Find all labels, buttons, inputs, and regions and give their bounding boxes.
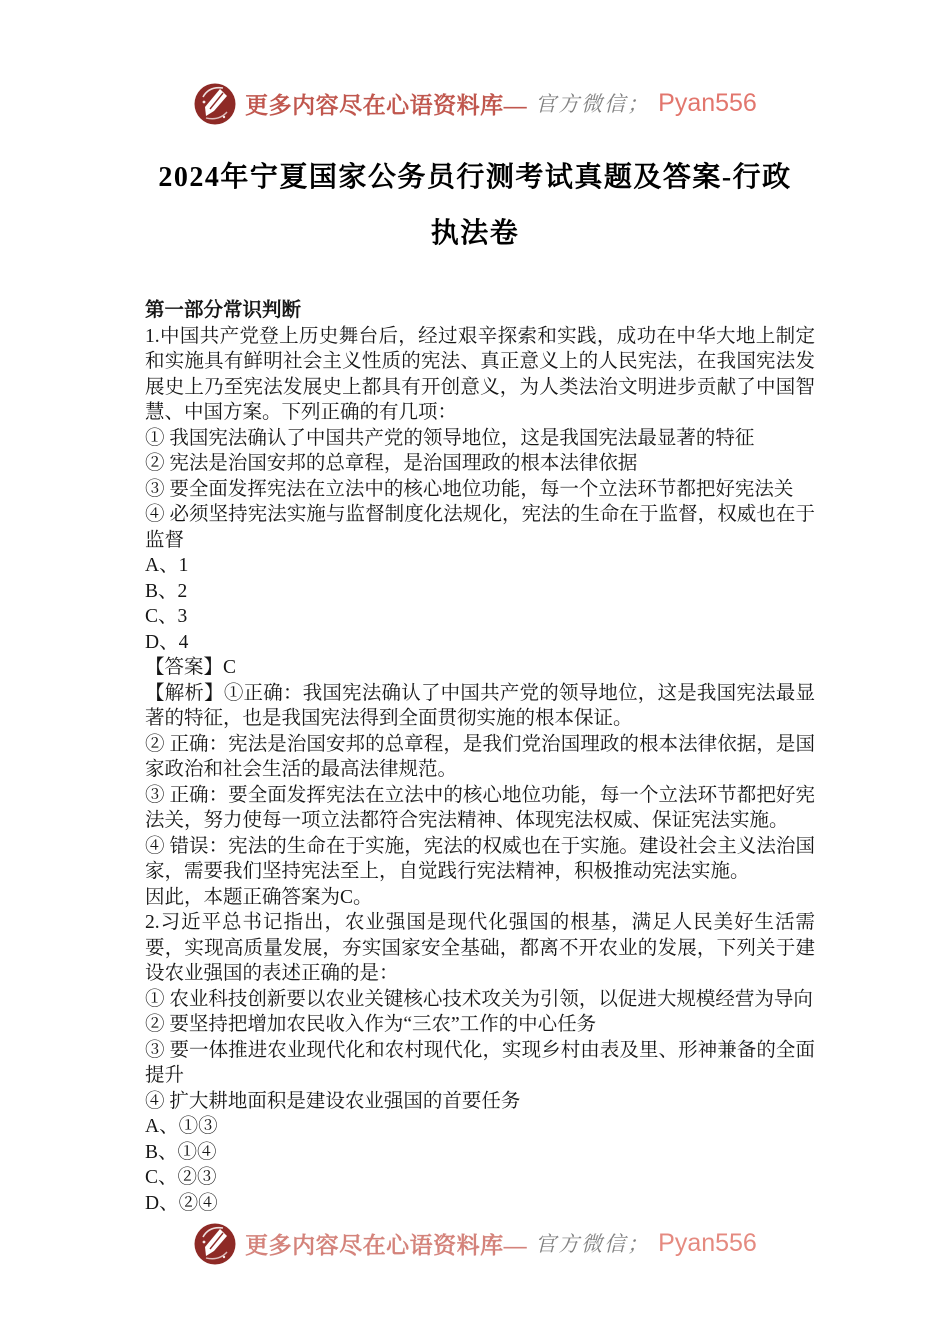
q1-item-3: ③ 要全面发挥宪法在立法中的核心地位功能，每一个立法环节都把好宪法关 <box>145 478 794 500</box>
watermark-brand-text: 更多内容尽在心语资料库— <box>245 92 528 118</box>
watermark-wechat-label: 官方微信； <box>535 1232 651 1256</box>
q1-item-4: ④ 必须坚持宪法实施与监督制度化法规化，宪法的生命在于监督，权威也在于监督 <box>145 504 815 551</box>
watermark-header <box>0 78 950 128</box>
q1-option-c: C、3 <box>145 606 188 627</box>
q2-option-d: D、②④ <box>145 1192 218 1214</box>
watermark-footer <box>0 1218 950 1268</box>
q2-item-3: ③ 要一体推进农业现代化和农村现代化，实现乡村由表及里、形神兼备的全面提升 <box>145 1039 815 1086</box>
q1-option-d: D、4 <box>145 631 189 653</box>
q1-item-1: ① 我国宪法确认了中国共产党的领导地位，这是我国宪法最显著的特征 <box>145 427 755 449</box>
watermark-wechat-label: 官方微信； <box>535 92 651 116</box>
q1-stem: 1.中国共产党登上历史舞台后，经过艰辛探索和实践，成功在中华大地上制定和实施具有鲜明社会主义性质的宪法、真正意义上的人民宪法，在我国宪法发展史上乃至宪法发展史上都具有开创意义，为人类法治文明进步贡献了中国智慧、中国方案。下列正确的有几项： <box>145 325 815 423</box>
q1-answer: 【答案】C <box>145 657 237 678</box>
q1-analysis-1: 【解析】①正确：我国宪法确认了中国共产党的领导地位，这是我国宪法最显著的特征，也是我国宪法得到全面贯彻实施的根本保证。 <box>145 682 815 729</box>
q1-option-a: A、1 <box>145 555 189 576</box>
q1-analysis-2: ② 正确：宪法是治国安邦的总章程，是我们党治国理政的根本法律依据，是国家政治和社会生活的最高法律规范。 <box>145 733 815 780</box>
q1-conclusion: 因此，本题正确答案为C。 <box>145 886 373 908</box>
page-title <box>0 150 950 262</box>
q2-item-2: ② 要坚持把增加农民收入作为“三农”工作的中心任务 <box>145 1014 597 1035</box>
q2-stem: 2.习近平总书记指出，农业强国是现代化强国的根基，满足人民美好生活需要，实现高质量发展，夯实国家安全基础，都离不开农业的发展，下列关于建设农业强国的表述正确的是： <box>145 912 815 984</box>
q1-analysis-3: ③ 正确：要全面发挥宪法在立法中的核心地位功能，每一个立法环节都把好宪法关，努力使每一项立法都符合宪法精神、体现宪法权威、保证宪法实施。 <box>145 784 815 831</box>
q2-option-a: A、①③ <box>145 1116 218 1137</box>
q2-option-b: B、①④ <box>145 1141 217 1163</box>
q2-item-1: ① 农业科技创新要以农业关键核心技术攻关为引领，以促进大规模经营为导向 <box>145 988 813 1010</box>
section-heading: 第一部分常识判断 <box>145 300 302 321</box>
document-body <box>145 298 815 1216</box>
pen-nib-badge-icon <box>193 79 237 127</box>
watermark-wechat-id: Pyan556 <box>658 88 757 117</box>
q1-item-2: ② 宪法是治国安邦的总章程，是治国理政的根本法律依据 <box>145 453 638 474</box>
watermark-wechat-id: Pyan556 <box>658 1228 757 1257</box>
page-title-line1: 2024年宁夏国家公务员行测考试真题及答案-行政 <box>158 162 792 193</box>
q1-option-b: B、2 <box>145 580 188 602</box>
q2-item-4: ④ 扩大耕地面积是建设农业强国的首要任务 <box>145 1090 521 1112</box>
q2-option-c: C、②③ <box>145 1167 217 1188</box>
q1-analysis-4: ④ 错误：宪法的生命在于实施，宪法的权威也在于实施。建设社会主义法治国家，需要我们坚持宪法至上，自觉践行宪法精神，积极推动宪法实施。 <box>145 835 815 882</box>
watermark-brand-text: 更多内容尽在心语资料库— <box>245 1232 528 1258</box>
page-title-line2: 执法卷 <box>430 218 520 249</box>
pen-nib-badge-icon <box>193 1219 237 1267</box>
